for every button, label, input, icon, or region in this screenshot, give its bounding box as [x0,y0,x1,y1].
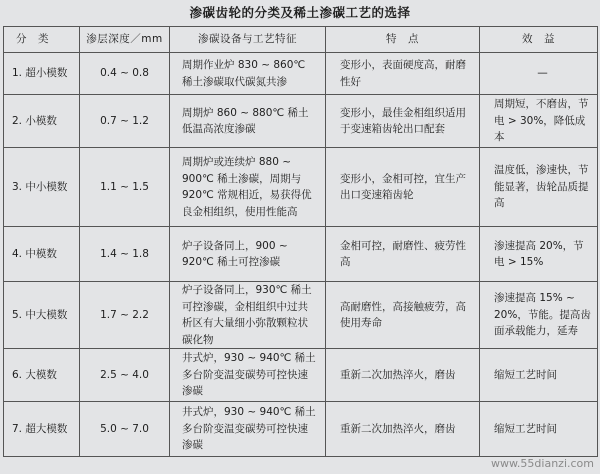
cell-category: 6. 大模数 [4,349,80,402]
cell-benefits: 渗速提高 20%，节电 > 15% [480,227,598,282]
cell-features: 变形小，表面硬度高，耐磨性好 [326,53,480,95]
cell-process: 井式炉，930 ~ 940℃ 稀土多台阶变温变碳势可控快速渗碳 [170,349,326,402]
cell-features: 重新二次加热淬火，磨齿 [326,402,480,457]
site-watermark: www.55dianzi.com [490,457,594,470]
cell-features: 高耐磨性，高接触疲劳，高使用寿命 [326,282,480,349]
cell-features: 变形小，金相可控，宜生产出口变速箱齿轮 [326,148,480,227]
table-row [4,349,598,402]
cell-process: 炉子设备同上，900 ~ 920℃ 稀土可控渗碳 [170,227,326,282]
cell-benefits: 缩短工艺时间 [480,349,598,402]
cell-category: 2. 小模数 [4,95,80,148]
header-process: 渗碳设备与工艺特征 [170,27,326,53]
table-row [4,148,598,227]
table-header-row [4,27,598,53]
table-title: 渗碳齿轮的分类及稀土渗碳工艺的选择 [189,5,411,20]
cell-benefits: 温度低，渗速快，节能显著，齿轮品质提高 [480,148,598,227]
cell-depth: 0.4 ~ 0.8 [80,53,170,95]
cell-process: 周期炉或连续炉 880 ~ 900℃ 稀土渗碳，周期与 920℃ 常规相近，易获得优良金相组织，使用性能高 [170,148,326,227]
cell-depth: 1.4 ~ 1.8 [80,227,170,282]
table-row [4,402,598,457]
header-category: 分 类 [4,27,80,53]
table-row [4,227,598,282]
header-features: 特 点 [326,27,480,53]
cell-process: 周期作业炉 830 ~ 860℃ 稀土渗碳取代碳氮共渗 [170,53,326,95]
cell-depth: 1.7 ~ 2.2 [80,282,170,349]
cell-category: 4. 中模数 [4,227,80,282]
header-depth: 渗层深度／mm [80,27,170,53]
cell-category: 5. 中大模数 [4,282,80,349]
cell-depth: 5.0 ~ 7.0 [80,402,170,457]
cell-benefits: 渗速提高 15% ~ 20%，节能。提高齿面承载能力，延寿 [480,282,598,349]
cell-process: 炉子设备同上，930℃ 稀土可控渗碳，金相组织中过共析区有大量细小弥散颗粒状碳化物 [170,282,326,349]
cell-benefits: — [480,53,598,95]
cell-features: 变形小，最佳金相组织适用于变速箱齿轮出口配套 [326,95,480,148]
table-row [4,95,598,148]
cell-depth: 1.1 ~ 1.5 [80,148,170,227]
cell-category: 3. 中小模数 [4,148,80,227]
cell-benefits: 周期短，不磨齿，节电 > 30%，降低成本 [480,95,598,148]
header-benefits: 效 益 [480,27,598,53]
cell-features: 金相可控，耐磨性、疲劳性高 [326,227,480,282]
table-row [4,282,598,349]
table-row [4,53,598,95]
cell-benefits: 缩短工艺时间 [480,402,598,457]
cell-features: 重新二次加热淬火，磨齿 [326,349,480,402]
cell-category: 1. 超小模数 [4,53,80,95]
cell-depth: 2.5 ~ 4.0 [80,349,170,402]
carburizing-table [3,26,598,457]
cell-depth: 0.7 ~ 1.2 [80,95,170,148]
cell-process: 井式炉，930 ~ 940℃ 稀土多台阶变温变碳势可控快速渗碳 [170,402,326,457]
cell-category: 7. 超大模数 [4,402,80,457]
cell-process: 周期炉 860 ~ 880℃ 稀土低温高浓度渗碳 [170,95,326,148]
